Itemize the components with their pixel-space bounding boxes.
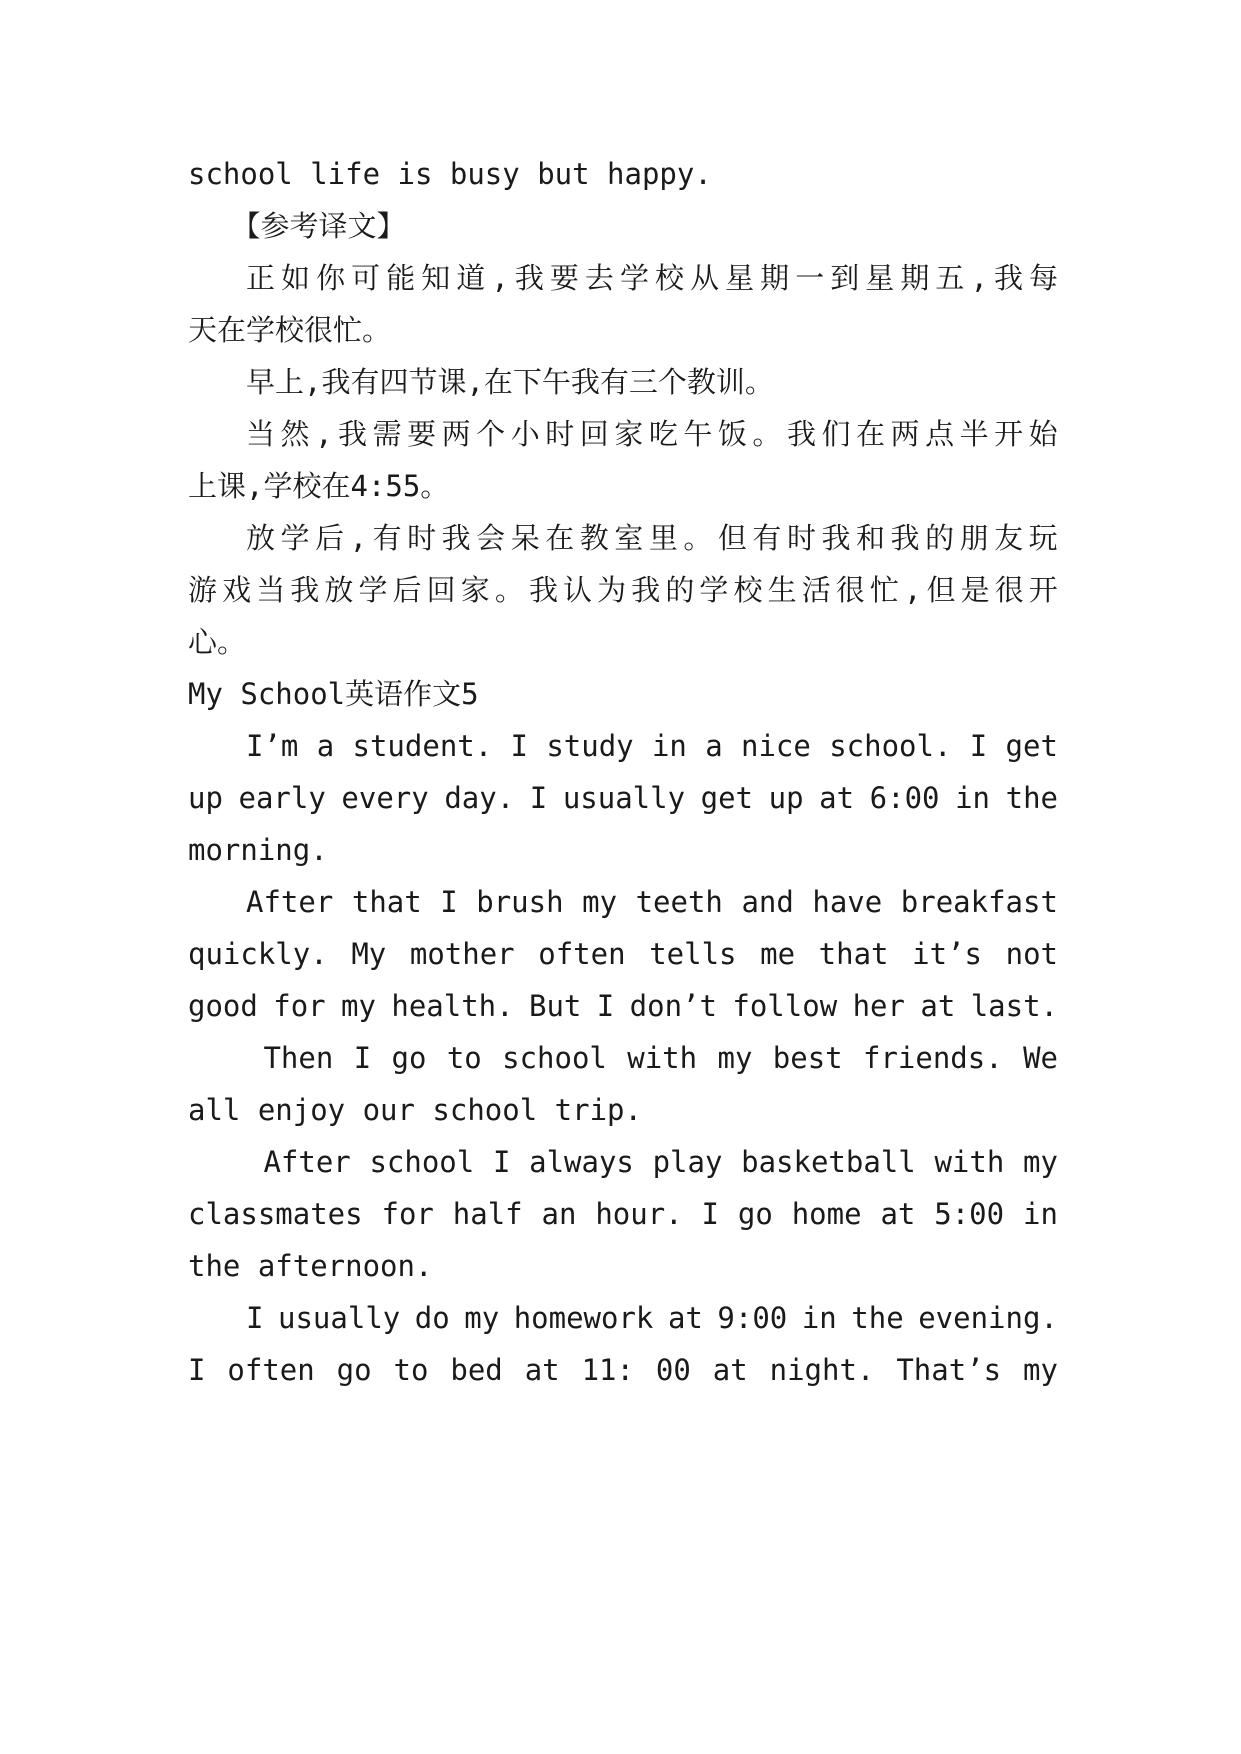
text-token: 活 bbox=[801, 573, 831, 607]
text-token: health. bbox=[391, 989, 514, 1023]
text-token: 的 bbox=[665, 573, 695, 607]
text-token: 里 bbox=[648, 521, 678, 555]
text-line-12 bbox=[188, 729, 1058, 763]
text-token: in bbox=[955, 781, 991, 815]
text-token: 6:00 bbox=[869, 781, 940, 815]
text-token: 我 bbox=[441, 521, 471, 555]
text-line-15 bbox=[188, 885, 1058, 919]
text-token: 放 bbox=[188, 521, 276, 555]
text-token: up bbox=[188, 781, 223, 815]
text-token: 午 bbox=[683, 417, 713, 451]
text-token: at bbox=[880, 1197, 916, 1231]
text-token: 游 bbox=[188, 573, 218, 607]
text-token: 我 bbox=[993, 261, 1023, 295]
text-token: my bbox=[464, 1301, 500, 1335]
text-token: 期 bbox=[900, 261, 930, 295]
text-line-18 bbox=[188, 1041, 1058, 1075]
text-token: 然 bbox=[280, 417, 310, 451]
text-token: , bbox=[491, 261, 509, 295]
text-token: 后 bbox=[392, 573, 422, 607]
text-line-19: all enjoy our school trip. bbox=[188, 1093, 642, 1127]
text-token: bed bbox=[450, 1353, 503, 1387]
text-token: After bbox=[188, 1145, 351, 1179]
text-token: an bbox=[541, 1197, 577, 1231]
text-token: 校 bbox=[655, 261, 685, 295]
text-token: 。 bbox=[752, 417, 782, 451]
text-token: up bbox=[768, 781, 804, 815]
text-token: 后 bbox=[315, 521, 345, 555]
text-line-8 bbox=[188, 521, 1058, 555]
text-token: 要 bbox=[407, 417, 437, 451]
text-token: every bbox=[341, 781, 429, 815]
text-token: 我 bbox=[821, 521, 851, 555]
text-token: last. bbox=[970, 989, 1058, 1023]
text-token: 很 bbox=[835, 573, 865, 607]
text-token: 放 bbox=[324, 573, 354, 607]
text-token: play bbox=[652, 1145, 723, 1179]
text-token: 我 bbox=[786, 417, 816, 451]
essay-title: My School英语作文5 bbox=[188, 677, 479, 711]
text-token: 友 bbox=[994, 521, 1024, 555]
text-token: 室 bbox=[614, 521, 644, 555]
text-token: My bbox=[351, 937, 387, 971]
text-token: 始 bbox=[1028, 417, 1058, 451]
text-token: 如 bbox=[281, 261, 311, 295]
text-token: 9:00 bbox=[717, 1301, 788, 1335]
text-token: it’s bbox=[912, 937, 982, 971]
text-token: my bbox=[1023, 1353, 1058, 1387]
text-token: 每 bbox=[1028, 261, 1058, 295]
text-token: have bbox=[812, 885, 883, 919]
text-token: , bbox=[349, 521, 368, 555]
text-token: But bbox=[529, 989, 582, 1023]
text-token: 有 bbox=[752, 521, 782, 555]
text-token: 生 bbox=[767, 573, 797, 607]
text-token: school bbox=[502, 1041, 607, 1075]
text-token: 知 bbox=[421, 261, 451, 295]
text-token: 戏 bbox=[222, 573, 252, 607]
text-line-24 bbox=[188, 1353, 1058, 1387]
text-line-21 bbox=[188, 1197, 1058, 1231]
text-token: brush bbox=[476, 885, 564, 919]
text-token: 一 bbox=[795, 261, 825, 295]
text-token: always bbox=[529, 1145, 634, 1179]
text-token: 星 bbox=[865, 261, 895, 295]
text-token: 认 bbox=[563, 573, 593, 607]
text-token: 我 bbox=[290, 573, 320, 607]
text-token: in bbox=[651, 729, 687, 763]
text-line-16 bbox=[188, 937, 1058, 971]
text-token: 饭 bbox=[717, 417, 747, 451]
text-token: usually bbox=[562, 781, 686, 815]
text-token: I bbox=[188, 1353, 206, 1387]
text-token: 我 bbox=[528, 573, 558, 607]
text-token: best bbox=[772, 1041, 843, 1075]
text-line-14: morning. bbox=[188, 833, 328, 867]
text-token: 。 bbox=[494, 573, 524, 607]
text-line-10: 心。 bbox=[188, 625, 247, 659]
text-token: 和 bbox=[856, 521, 886, 555]
text-token: I bbox=[596, 989, 615, 1023]
text-token: for bbox=[273, 989, 326, 1023]
text-token: 们 bbox=[821, 417, 851, 451]
text-token: me bbox=[760, 937, 796, 971]
text-token: 家 bbox=[614, 417, 644, 451]
text-line-3 bbox=[188, 261, 1058, 295]
text-token: 5:00 bbox=[934, 1197, 1005, 1231]
text-token: a bbox=[705, 729, 723, 763]
text-token: 学 bbox=[358, 573, 388, 607]
text-token: quickly. bbox=[188, 937, 328, 971]
text-token: I bbox=[510, 729, 528, 763]
text-token: at bbox=[524, 1353, 560, 1387]
text-token: my bbox=[341, 989, 376, 1023]
text-token: 但 bbox=[717, 521, 747, 555]
text-token: 呆 bbox=[510, 521, 540, 555]
text-line-7: 上课,学校在4:55。 bbox=[188, 469, 450, 503]
text-token: for bbox=[381, 1197, 434, 1231]
text-token: 时 bbox=[407, 521, 437, 555]
text-token: I bbox=[969, 729, 988, 763]
text-token: 我 bbox=[631, 573, 661, 607]
text-token: go bbox=[391, 1041, 427, 1075]
text-token: 在 bbox=[545, 521, 575, 555]
text-token: in bbox=[801, 1301, 837, 1335]
text-token: the bbox=[1005, 781, 1058, 815]
text-token: 11: bbox=[581, 1353, 634, 1387]
text-token: 要 bbox=[549, 261, 579, 295]
text-line-1: school life is busy but happy. bbox=[188, 157, 712, 191]
text-token: 的 bbox=[925, 521, 955, 555]
text-token: 在 bbox=[856, 417, 886, 451]
text-token: 个 bbox=[476, 417, 506, 451]
text-token: night. bbox=[769, 1353, 875, 1387]
text-token: 期 bbox=[760, 261, 790, 295]
text-token: I bbox=[701, 1197, 719, 1231]
text-token: I bbox=[353, 1041, 372, 1075]
text-token: 学 bbox=[619, 261, 649, 295]
text-token: 会 bbox=[476, 521, 506, 555]
text-token: get bbox=[1005, 729, 1058, 763]
text-token: 可 bbox=[351, 261, 381, 295]
text-token: 。 bbox=[683, 521, 713, 555]
text-token: , bbox=[970, 261, 988, 295]
text-token: 半 bbox=[959, 417, 989, 451]
text-token: 当 bbox=[256, 573, 286, 607]
text-token: good bbox=[188, 989, 258, 1023]
text-token: early bbox=[238, 781, 326, 815]
text-token: her bbox=[852, 989, 905, 1023]
text-token: half bbox=[452, 1197, 523, 1231]
text-token: 正 bbox=[188, 261, 276, 295]
text-token: at bbox=[819, 781, 855, 815]
text-token: Then bbox=[188, 1041, 334, 1075]
text-token: the bbox=[851, 1301, 904, 1335]
text-token: my bbox=[1022, 1145, 1058, 1179]
text-token: 小 bbox=[510, 417, 540, 451]
text-token: I bbox=[492, 1145, 511, 1179]
text-token: friends. bbox=[863, 1041, 1003, 1075]
text-token: go bbox=[336, 1353, 372, 1387]
text-token: do bbox=[414, 1301, 450, 1335]
text-token: 两 bbox=[441, 417, 471, 451]
text-token: 去 bbox=[584, 261, 614, 295]
text-token: 学 bbox=[280, 521, 310, 555]
text-token: 我 bbox=[890, 521, 920, 555]
text-token: homework bbox=[513, 1301, 654, 1335]
text-token: in bbox=[1022, 1197, 1058, 1231]
text-token: that bbox=[351, 885, 422, 919]
text-token: I’m bbox=[188, 729, 299, 763]
text-token: 朋 bbox=[959, 521, 989, 555]
text-token: 00 bbox=[655, 1353, 691, 1387]
text-token: go bbox=[737, 1197, 773, 1231]
text-token: 忙 bbox=[869, 573, 899, 607]
text-token: and bbox=[741, 885, 794, 919]
text-token: basketball bbox=[741, 1145, 916, 1179]
text-token: 很 bbox=[994, 573, 1024, 607]
text-token: 你 bbox=[316, 261, 346, 295]
text-line-23 bbox=[188, 1301, 1058, 1335]
text-token: home bbox=[791, 1197, 862, 1231]
text-token: follow bbox=[732, 989, 838, 1023]
text-token: 能 bbox=[386, 261, 416, 295]
text-token: teeth bbox=[635, 885, 723, 919]
text-token: to bbox=[393, 1353, 429, 1387]
text-token: 回 bbox=[579, 417, 609, 451]
text-token: with bbox=[627, 1041, 698, 1075]
text-token: , bbox=[903, 573, 922, 607]
text-line-17 bbox=[188, 989, 1058, 1023]
text-token: classmates bbox=[188, 1197, 363, 1231]
text-token: study bbox=[546, 729, 634, 763]
section-heading-translation: 【参考译文】 bbox=[188, 209, 406, 243]
text-line-13 bbox=[188, 781, 1058, 815]
text-token: 星 bbox=[725, 261, 755, 295]
text-token: usually bbox=[278, 1301, 401, 1335]
text-token: 是 bbox=[960, 573, 990, 607]
text-token: a bbox=[316, 729, 335, 763]
text-token: not bbox=[1005, 937, 1058, 971]
text-line-6 bbox=[188, 417, 1058, 451]
text-token: 从 bbox=[690, 261, 720, 295]
text-token: school bbox=[369, 1145, 475, 1179]
text-token: After bbox=[188, 885, 334, 919]
text-token: 两 bbox=[890, 417, 920, 451]
text-token: often bbox=[227, 1353, 315, 1387]
text-token: 我 bbox=[338, 417, 368, 451]
text-token: 需 bbox=[372, 417, 402, 451]
text-line-4: 天在学校很忙。 bbox=[188, 313, 392, 347]
text-token: don’t bbox=[629, 989, 717, 1023]
text-token: at bbox=[712, 1353, 748, 1387]
text-token: 时 bbox=[545, 417, 575, 451]
text-token: 道 bbox=[456, 261, 486, 295]
text-token: 回 bbox=[426, 573, 456, 607]
text-token: evening. bbox=[918, 1301, 1058, 1335]
text-token: hour. bbox=[595, 1197, 683, 1231]
text-token: my bbox=[582, 885, 618, 919]
text-token: get bbox=[700, 781, 754, 815]
text-token: We bbox=[1023, 1041, 1058, 1075]
text-token: tells bbox=[649, 937, 737, 971]
text-token: with bbox=[934, 1145, 1005, 1179]
text-token: often bbox=[538, 937, 626, 971]
text-token: day. bbox=[444, 781, 515, 815]
text-token: I bbox=[188, 1301, 264, 1335]
text-token: 家 bbox=[460, 573, 490, 607]
text-line-9 bbox=[188, 573, 1058, 607]
text-token: 校 bbox=[733, 573, 763, 607]
text-line-20 bbox=[188, 1145, 1058, 1179]
text-token: 时 bbox=[786, 521, 816, 555]
text-token: to bbox=[446, 1041, 482, 1075]
text-token: 吃 bbox=[648, 417, 678, 451]
text-token: I bbox=[529, 781, 548, 815]
text-token: breakfast bbox=[900, 885, 1058, 919]
text-token: , bbox=[315, 417, 333, 451]
text-token: 有 bbox=[372, 521, 402, 555]
text-token: 开 bbox=[994, 417, 1024, 451]
text-token: 但 bbox=[926, 573, 956, 607]
text-token: That’s bbox=[896, 1353, 1002, 1387]
text-token: at bbox=[920, 989, 956, 1023]
text-token: 五 bbox=[935, 261, 965, 295]
text-token: 为 bbox=[597, 573, 627, 607]
text-token: that bbox=[818, 937, 889, 971]
text-line-5: 早上,我有四节课,在下午我有三个教训。 bbox=[188, 365, 774, 399]
text-line-22: the afternoon. bbox=[188, 1249, 433, 1283]
text-token: student. bbox=[352, 729, 493, 763]
text-token: my bbox=[717, 1041, 753, 1075]
text-token: I bbox=[440, 885, 458, 919]
text-token: 开 bbox=[1028, 573, 1058, 607]
text-token: 玩 bbox=[1028, 521, 1058, 555]
text-token: at bbox=[667, 1301, 703, 1335]
text-token: 点 bbox=[925, 417, 955, 451]
text-token: 教 bbox=[579, 521, 609, 555]
text-token: 到 bbox=[830, 261, 860, 295]
text-token: 学 bbox=[699, 573, 729, 607]
text-token: 我 bbox=[514, 261, 544, 295]
text-token: school. bbox=[829, 729, 952, 763]
text-token: mother bbox=[409, 937, 515, 971]
text-token: nice bbox=[741, 729, 811, 763]
text-token: 当 bbox=[188, 417, 276, 451]
